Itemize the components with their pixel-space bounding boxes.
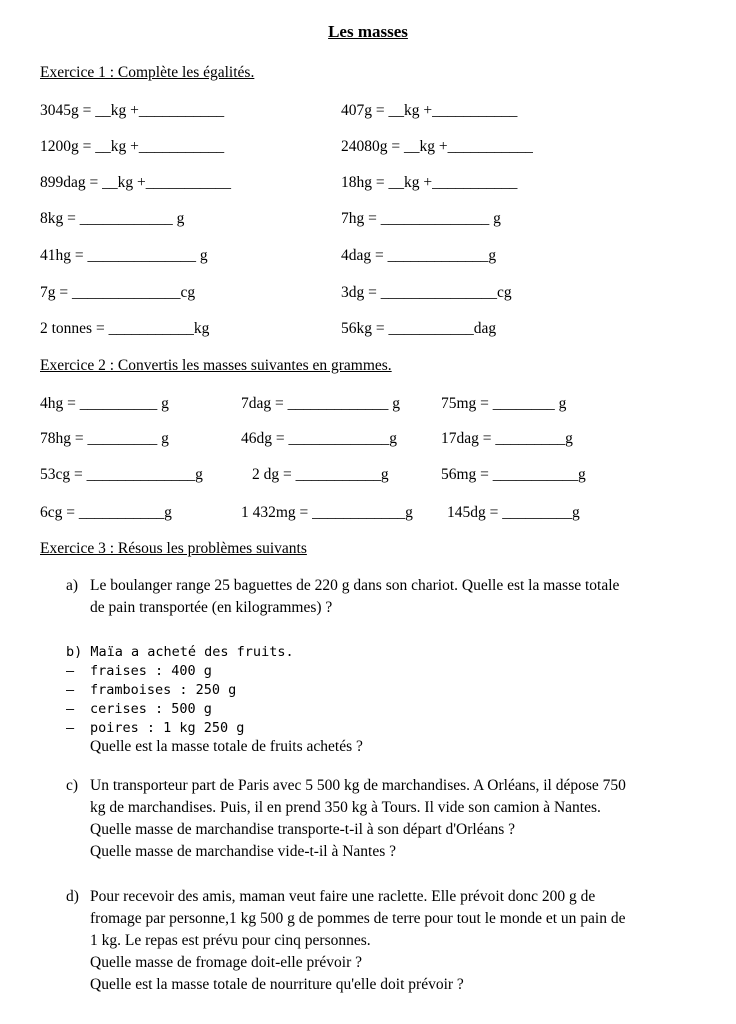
fruit-list-item	[66, 719, 244, 738]
ex2-conversion: 1 432mg = ____________g	[241, 504, 413, 521]
list-dash: –	[66, 663, 75, 679]
problem-question: Quelle est la masse totale de nourriture qu'elle doit prévoir ?	[90, 976, 464, 993]
problem-text: kg de marchandises. Puis, il en prend 350 kg à Tours. Il vide son camion à Nantes.	[90, 799, 601, 816]
fruit-item-text: poires : 1 kg 250 g	[90, 720, 245, 736]
exercise2-heading: Exercice 2 : Convertis les masses suivantes en grammes.	[40, 357, 392, 374]
problem-question: Quelle masse de marchandise vide-t-il à Nantes ?	[90, 843, 397, 860]
ex2-conversion: 145dg = _________g	[447, 504, 580, 521]
problem-text: fromage par personne,1 kg 500 g de pommes de terre pour tout le monde et un pain de	[90, 910, 626, 927]
problem-d	[66, 886, 706, 996]
ex1-equality: 1200g = __kg +___________	[40, 138, 225, 155]
ex2-conversion: 6cg = ___________g	[40, 504, 172, 521]
ex1-equality: 56kg = ___________dag	[341, 320, 497, 337]
fruit-item-text: framboises : 250 g	[90, 682, 237, 698]
fruit-list-item	[66, 681, 236, 700]
problem-letter: d)	[66, 888, 79, 905]
ex2-conversion: 7dag = _____________ g	[241, 395, 400, 412]
problem-text: 1 kg. Le repas est prévu pour cinq personnes.	[90, 932, 371, 949]
ex2-conversion: 53cg = ______________g	[40, 466, 203, 483]
fruit-item-text: cerises : 500 g	[90, 701, 212, 717]
fruit-list-item	[66, 700, 212, 719]
problem-text: Le boulanger range 25 baguettes de 220 g dans son chariot. Quelle est la masse totale	[90, 577, 620, 594]
fruit-item-text: fraises : 400 g	[90, 663, 212, 679]
ex1-equality: 8kg = ____________ g	[40, 210, 185, 227]
ex1-equality: 41hg = ______________ g	[40, 247, 208, 264]
ex2-conversion: 46dg = _____________g	[241, 430, 397, 447]
problem-b-intro: b) Maïa a acheté des fruits.	[66, 644, 294, 660]
problem-c	[66, 775, 706, 863]
ex2-conversion: 56mg = ___________g	[441, 466, 586, 483]
exercise3-heading: Exercice 3 : Résous les problèmes suivants	[40, 540, 307, 557]
page-title: Les masses	[328, 22, 408, 41]
ex2-conversion: 75mg = ________ g	[441, 395, 567, 412]
ex1-equality: 4dag = _____________g	[341, 247, 497, 264]
ex1-equality: 7g = ______________cg	[40, 284, 196, 301]
exercise1-heading: Exercice 1 : Complète les égalités.	[40, 64, 255, 81]
problem-text: de pain transportée (en kilogrammes) ?	[90, 599, 333, 616]
ex1-equality: 18hg = __kg +___________	[341, 174, 518, 191]
ex1-equality: 2 tonnes = ___________kg	[40, 320, 210, 337]
problem-text: Un transporteur part de Paris avec 5 500 kg de marchandises. A Orléans, il dépose 750	[90, 777, 626, 794]
list-dash: –	[66, 682, 75, 698]
ex1-equality: 3045g = __kg +___________	[40, 102, 225, 119]
ex1-equality: 3dg = _______________cg	[341, 284, 512, 301]
ex1-equality: 7hg = ______________ g	[341, 210, 501, 227]
ex1-equality: 407g = __kg +___________	[341, 102, 518, 119]
list-dash: –	[66, 720, 75, 736]
ex2-conversion: 4hg = __________ g	[40, 395, 169, 412]
problem-letter: c)	[66, 777, 79, 794]
list-dash: –	[66, 701, 75, 717]
problem-text: Pour recevoir des amis, maman veut faire une raclette. Elle prévoit donc 200 g de	[90, 888, 596, 905]
ex1-equality: 24080g = __kg +___________	[341, 138, 533, 155]
ex1-equality: 899dag = __kg +___________	[40, 174, 231, 191]
fruit-list-item	[66, 662, 212, 681]
ex2-conversion: 78hg = _________ g	[40, 430, 169, 447]
problem-letter: a)	[66, 577, 79, 594]
problem-question: Quelle masse de marchandise transporte-t-il à son départ d'Orléans ?	[90, 821, 516, 838]
ex2-conversion: 17dag = _________g	[441, 430, 573, 447]
problem-a	[66, 575, 706, 619]
problem-question: Quelle est la masse totale de fruits achetés ?	[90, 738, 363, 755]
problem-question: Quelle masse de fromage doit-elle prévoir ?	[90, 954, 362, 971]
ex2-conversion: 2 dg = ___________g	[252, 466, 389, 483]
